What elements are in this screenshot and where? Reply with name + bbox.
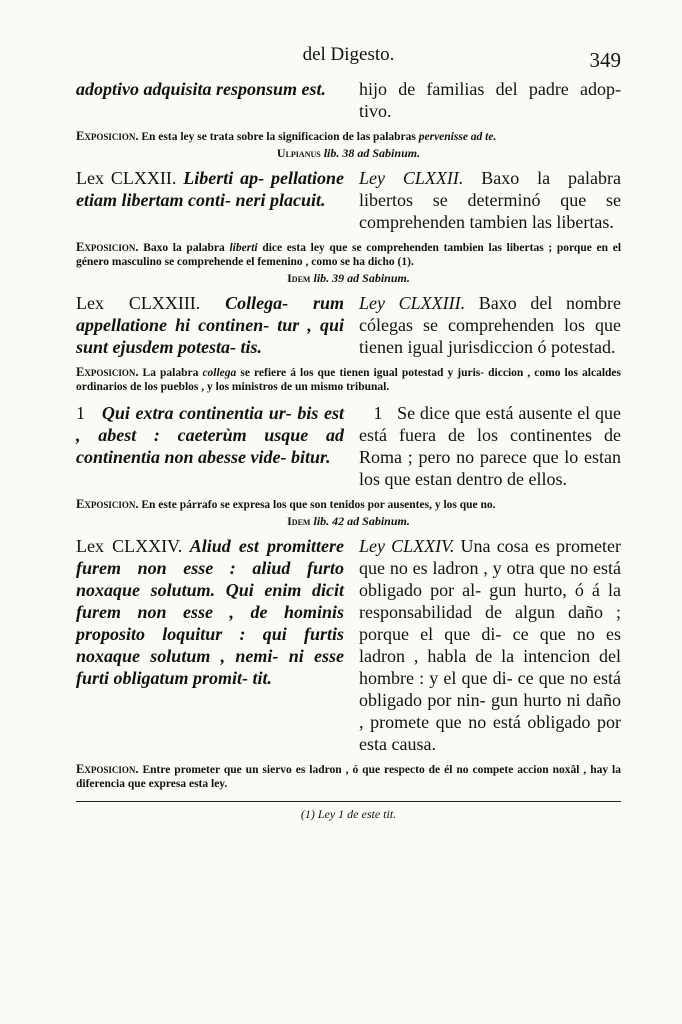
- footnote-divider: [76, 801, 621, 802]
- exposition-text: La palabra: [142, 367, 199, 379]
- spanish-text: [359, 292, 621, 358]
- exposition-term: pervenisse ad te.: [418, 131, 497, 143]
- latin-law-number: Lex CLXXII.: [76, 168, 177, 188]
- citation-ref: lib. 42 ad Sabinum.: [313, 514, 410, 528]
- latin-text: [76, 292, 344, 358]
- spanish-paragraph-number: 1: [373, 403, 383, 423]
- source-citation: [76, 514, 621, 529]
- citation-ref: lib. 39 ad Sabinum.: [313, 271, 410, 285]
- document-page: [76, 44, 621, 822]
- latin-law-number: Lex CLXXIV.: [76, 536, 183, 556]
- exposition: [76, 762, 621, 791]
- exposition-label: Exposicion.: [76, 762, 139, 776]
- latin-body: Collega- rum appellatione hi continen- tur , qui sunt ejusdem potesta- tis.: [76, 293, 345, 357]
- citation-author: Idem: [287, 271, 311, 285]
- exposition: [76, 240, 621, 269]
- continued-passage: [76, 78, 621, 122]
- spanish-body: Baxo la palabra libertos se determinó que se comprehenden tambien las libertas.: [359, 168, 621, 232]
- latin-text: [76, 402, 344, 490]
- exposition-label: Exposicion.: [76, 129, 139, 143]
- citation-author: Idem: [287, 514, 311, 528]
- spanish-law-number: Ley CLXXIII.: [359, 293, 466, 313]
- spanish-text: [359, 402, 621, 490]
- law-172: [76, 167, 621, 233]
- spanish-text: [359, 535, 621, 755]
- spanish-law-number: Ley CLXXII.: [359, 168, 464, 188]
- spanish-law-number: Ley CLXXIV.: [359, 536, 455, 556]
- page-header: [76, 44, 621, 78]
- latin-text: [76, 167, 344, 233]
- spanish-text: [359, 167, 621, 233]
- exposition-term: collega: [202, 367, 237, 379]
- exposition-term: liberti: [229, 242, 258, 254]
- exposition: [76, 497, 621, 512]
- latin-body: Liberti ap- pellatione etiam libertam conti- neri placuit.: [76, 168, 344, 210]
- exposition-text: En esta ley se trata sobre la significacion de las palabras: [141, 131, 416, 143]
- source-citation: [76, 271, 621, 286]
- latin-body: Aliud est promittere furem non esse : aliud furto noxaque solutum. Qui enim dicit furem non esse , de hominis proposito loquitur : qui furtis noxaque solutum , nemi- ni esse furti obligatum promit- tit.: [76, 536, 344, 688]
- page-number: 349: [589, 48, 621, 72]
- spanish-body: Una cosa es prometer que no es ladron , y otra que no está obligado por al- gun hurto, ó á la responsabilidad de algun daño ; porque el que di- ce que no es ladron , habla de la intencion del hombre : y el que di- ce que no está obligado por nin- gun hurto ni daño , promete que no está obligado por esta causa.: [359, 536, 622, 754]
- latin-body: Qui extra continentia ur- bis est , abest : caeterùm usque ad continentia non abesse vide- bitur.: [76, 403, 345, 467]
- paragraph-1: [76, 402, 621, 490]
- footnote: (1) Ley 1 de este tit.: [300, 807, 397, 821]
- law-174: [76, 535, 621, 755]
- latin-text: adoptivo adquisita responsum est.: [76, 79, 327, 99]
- spanish-body: Se dice que está ausente el que está fuera de los continentes de Roma ; pero no parece que lo estan los que estan dentro de ellos.: [359, 403, 622, 489]
- exposition-text: se refiere á los que tienen igual potestad y juris- diccion , como los alcaldes ordinarios de los pueblos , y los ministros de un mismo tribunal.: [76, 367, 621, 393]
- latin-text: [76, 535, 344, 755]
- exposition-text: En este párrafo se expresa los que son tenidos por ausentes, y los que no.: [141, 499, 496, 511]
- spanish-text: hijo de familias del padre adop- tivo.: [359, 79, 621, 121]
- exposition-label: Exposicion.: [76, 240, 139, 254]
- spanish-body: Baxo del nombre cólegas se comprehenden los que tienen igual jurisdiccion ó potestad.: [359, 293, 622, 357]
- running-title: del Digesto.: [302, 44, 395, 65]
- law-173: [76, 292, 621, 358]
- source-citation: [76, 146, 621, 161]
- exposition-text: Baxo la palabra: [143, 242, 225, 254]
- exposition-text: dice esta ley que se comprehenden tambien las libertas ; porque en el género masculino se comprehende el femenino , como se ha dicho (1).: [76, 242, 622, 268]
- citation-ref: lib. 38 ad Sabinum.: [323, 146, 421, 160]
- citation-author: Ulpianus: [276, 146, 321, 160]
- exposition-label: Exposicion.: [76, 497, 139, 511]
- latin-law-number: Lex CLXXIII.: [76, 293, 201, 313]
- exposition-text: Entre prometer que un siervo es ladron , ó que respecto de él no compete accion noxâl , hay la diferencia que expresa esta ley.: [76, 764, 621, 790]
- exposition: [76, 129, 621, 144]
- exposition-label: Exposicion.: [76, 365, 139, 379]
- exposition: [76, 365, 621, 394]
- latin-paragraph-number: 1: [76, 403, 85, 423]
